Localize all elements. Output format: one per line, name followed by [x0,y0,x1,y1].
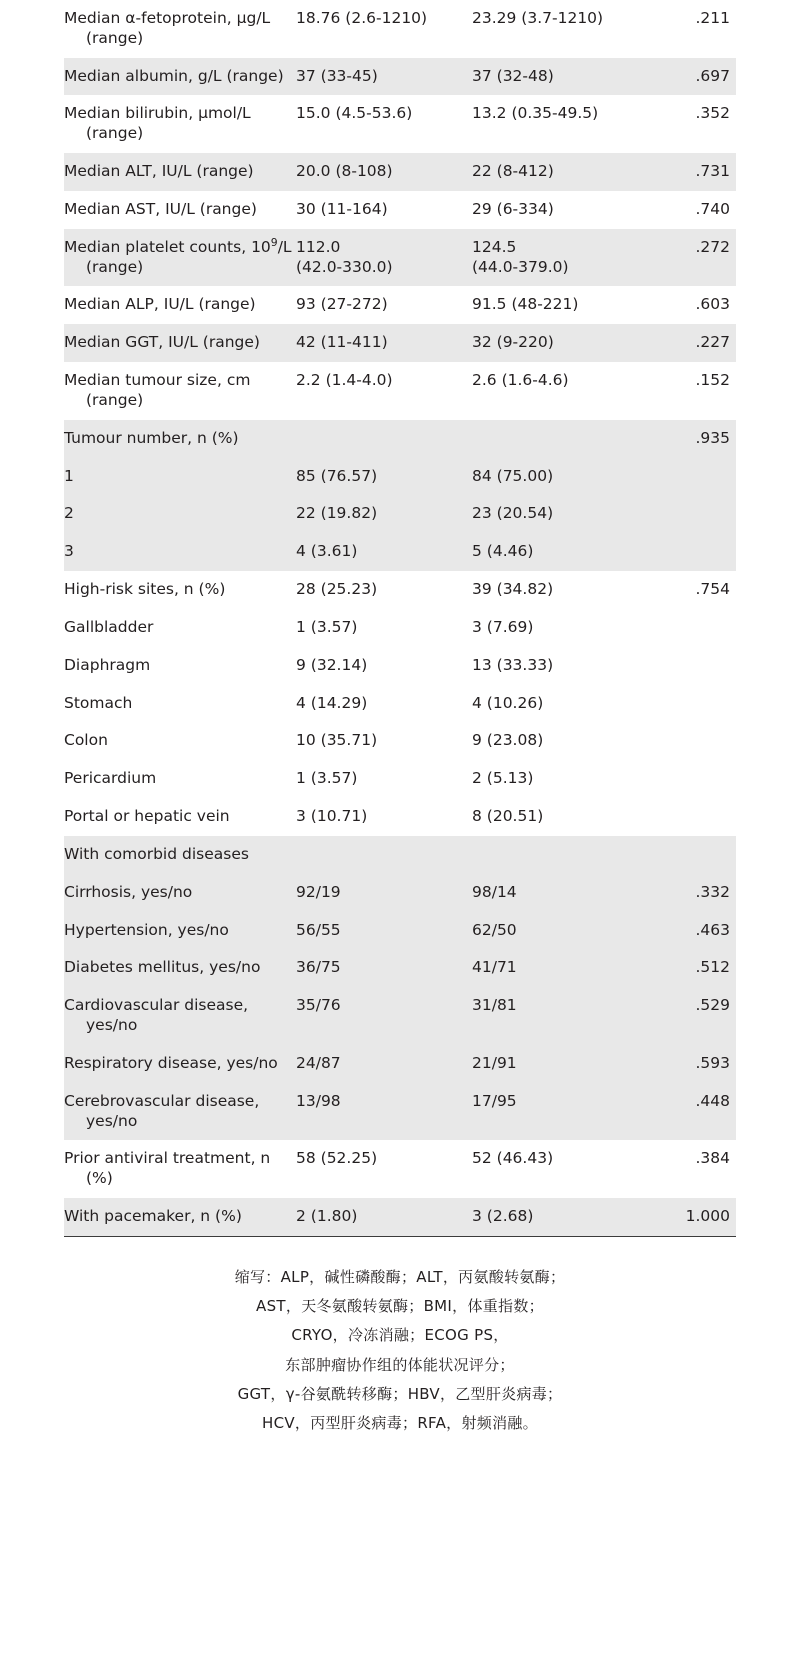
table-row [64,1045,736,1083]
row-label: Median tumour size, cm (range) [64,362,296,420]
row-value-group2: 23 (20.54) [472,495,658,533]
row-value-group1: 28 (25.23) [296,571,472,609]
row-value-group1: 35/76 [296,987,472,1045]
row-value-group2: 8 (20.51) [472,798,658,836]
row-label: Stomach [64,685,296,723]
row-p-value: .352 [658,95,736,153]
row-value-group2: 37 (32-48) [472,58,658,96]
row-label: Cirrhosis, yes/no [64,874,296,912]
row-p-value: .697 [658,58,736,96]
row-value-group1: 15.0 (4.5-53.6) [296,95,472,153]
row-p-value: .603 [658,286,736,324]
row-value-group2: 3 (7.69) [472,609,658,647]
table-row [64,760,736,798]
row-p-value: .754 [658,571,736,609]
row-label: 1 [64,458,296,496]
table-row [64,458,736,496]
row-p-value [658,458,736,496]
footnote-line: 东部肿瘤协作组的体能状况评分； [285,1355,515,1374]
row-p-value [658,609,736,647]
row-value-group2: 13.2 (0.35-49.5) [472,95,658,153]
row-p-value: .529 [658,987,736,1045]
row-value-group2: 32 (9-220) [472,324,658,362]
table-row [64,495,736,533]
row-p-value [658,685,736,723]
row-p-value: .448 [658,1083,736,1141]
row-value-group2: 2.6 (1.6-4.6) [472,362,658,420]
row-label: Median GGT, IU/L (range) [64,324,296,362]
table-row [64,912,736,950]
row-p-value [658,798,736,836]
row-value-group2: 41/71 [472,949,658,987]
table-row [64,571,736,609]
table-row [64,647,736,685]
table-body [64,0,736,1236]
row-value-group1: 93 (27-272) [296,286,472,324]
row-label: 2 [64,495,296,533]
row-p-value: .463 [658,912,736,950]
row-value-group2: 23.29 (3.7-1210) [472,0,658,58]
row-label: 3 [64,533,296,571]
table-row [64,722,736,760]
table-row [64,533,736,571]
row-value-group2: 9 (23.08) [472,722,658,760]
row-value-group2: 2 (5.13) [472,760,658,798]
row-value-group1: 13/98 [296,1083,472,1141]
row-value-group1: 112.0 (42.0-330.0) [296,229,472,287]
table-row [64,420,736,458]
row-value-group2: 39 (34.82) [472,571,658,609]
row-value-group1: 58 (52.25) [296,1140,472,1198]
table-row [64,153,736,191]
table-row [64,609,736,647]
row-value-group1: 2 (1.80) [296,1198,472,1236]
row-value-group1: 20.0 (8-108) [296,153,472,191]
row-value-group1: 22 (19.82) [296,495,472,533]
row-value-group2 [472,836,658,874]
table-row [64,949,736,987]
table-footnote [64,1263,736,1439]
characteristics-table [64,0,736,1237]
row-label: Respiratory disease, yes/no [64,1045,296,1083]
row-p-value [658,647,736,685]
table-row [64,798,736,836]
row-value-group2 [472,420,658,458]
row-value-group1: 56/55 [296,912,472,950]
table-row [64,874,736,912]
row-p-value: .935 [658,420,736,458]
footnote-line: GGT，γ-谷氨酰转移酶；HBV，乙型肝炎病毒； [237,1384,563,1403]
row-value-group1: 4 (3.61) [296,533,472,571]
row-label: Diabetes mellitus, yes/no [64,949,296,987]
table-row [64,191,736,229]
row-label: Portal or hepatic vein [64,798,296,836]
row-p-value: .332 [658,874,736,912]
row-value-group1: 1 (3.57) [296,760,472,798]
row-label: Median AST, IU/L (range) [64,191,296,229]
row-label: Tumour number, n (%) [64,420,296,458]
row-label: With comorbid diseases [64,836,296,874]
row-label: High-risk sites, n (%) [64,571,296,609]
row-value-group1: 37 (33-45) [296,58,472,96]
row-p-value: .152 [658,362,736,420]
table-row [64,0,736,58]
row-value-group1: 9 (32.14) [296,647,472,685]
row-value-group1: 92/19 [296,874,472,912]
row-value-group2: 21/91 [472,1045,658,1083]
row-value-group2: 17/95 [472,1083,658,1141]
row-value-group1: 3 (10.71) [296,798,472,836]
row-value-group2: 98/14 [472,874,658,912]
row-p-value: .384 [658,1140,736,1198]
row-value-group2: 84 (75.00) [472,458,658,496]
row-label: Hypertension, yes/no [64,912,296,950]
row-value-group2: 52 (46.43) [472,1140,658,1198]
row-value-group2: 5 (4.46) [472,533,658,571]
row-p-value: .211 [658,0,736,58]
row-value-group1: 30 (11-164) [296,191,472,229]
row-value-group1: 10 (35.71) [296,722,472,760]
row-p-value [658,760,736,798]
footnote-line: HCV，丙型肝炎病毒；RFA，射频消融。 [262,1414,538,1433]
row-label: Diaphragm [64,647,296,685]
row-value-group2: 29 (6-334) [472,191,658,229]
row-label: Colon [64,722,296,760]
row-value-group1: 2.2 (1.4-4.0) [296,362,472,420]
row-p-value: .512 [658,949,736,987]
row-value-group1: 85 (76.57) [296,458,472,496]
row-value-group2: 22 (8-412) [472,153,658,191]
row-value-group1: 24/87 [296,1045,472,1083]
row-label: Median α-fetoprotein, µg/L (range) [64,0,296,58]
row-label: Median platelet counts, $10^9/L$ (range) [64,229,296,287]
row-label: With pacemaker, n (%) [64,1198,296,1236]
row-value-group2: 91.5 (48-221) [472,286,658,324]
row-label: Median ALP, IU/L (range) [64,286,296,324]
row-p-value [658,495,736,533]
row-value-group1 [296,420,472,458]
table-row [64,987,736,1045]
row-value-group1: 18.76 (2.6-1210) [296,0,472,58]
row-value-group2: 31/81 [472,987,658,1045]
table-row [64,229,736,287]
row-label: Gallbladder [64,609,296,647]
row-p-value: .740 [658,191,736,229]
table-row [64,362,736,420]
table-row [64,1083,736,1141]
table-row [64,1198,736,1236]
row-value-group1: 42 (11-411) [296,324,472,362]
row-value-group2: 13 (33.33) [472,647,658,685]
table-row [64,836,736,874]
row-p-value [658,836,736,874]
table-row [64,685,736,723]
row-label: Cerebrovascular disease, yes/no [64,1083,296,1141]
row-p-value: .272 [658,229,736,287]
row-p-value [658,533,736,571]
table-row [64,95,736,153]
row-label: Median bilirubin, µmol/L (range) [64,95,296,153]
row-value-group1: 36/75 [296,949,472,987]
row-value-group2: 3 (2.68) [472,1198,658,1236]
row-value-group1: 4 (14.29) [296,685,472,723]
row-value-group1: 1 (3.57) [296,609,472,647]
row-value-group1 [296,836,472,874]
row-value-group2: 62/50 [472,912,658,950]
row-label: Pericardium [64,760,296,798]
row-label: Cardiovascular disease, yes/no [64,987,296,1045]
row-label: Median ALT, IU/L (range) [64,153,296,191]
footnote-line: 缩写：ALP，碱性磷酸酶；ALT，丙氨酸转氨酶； [234,1267,566,1286]
table-row [64,286,736,324]
row-label: Median albumin, g/L (range) [64,58,296,96]
row-label: Prior antiviral treatment, n (%) [64,1140,296,1198]
table-row [64,1140,736,1198]
footnote-line: AST，天冬氨酸转氨酶；BMI，体重指数； [256,1297,544,1316]
row-p-value [658,722,736,760]
row-p-value: .227 [658,324,736,362]
row-value-group2: 124.5 (44.0-379.0) [472,229,658,287]
row-value-group2: 4 (10.26) [472,685,658,723]
footnote-line: CRYO，冷冻消融；ECOG PS， [291,1326,509,1345]
table-row [64,324,736,362]
row-p-value: 1.000 [658,1198,736,1236]
row-p-value: .731 [658,153,736,191]
table-row [64,58,736,96]
row-p-value: .593 [658,1045,736,1083]
